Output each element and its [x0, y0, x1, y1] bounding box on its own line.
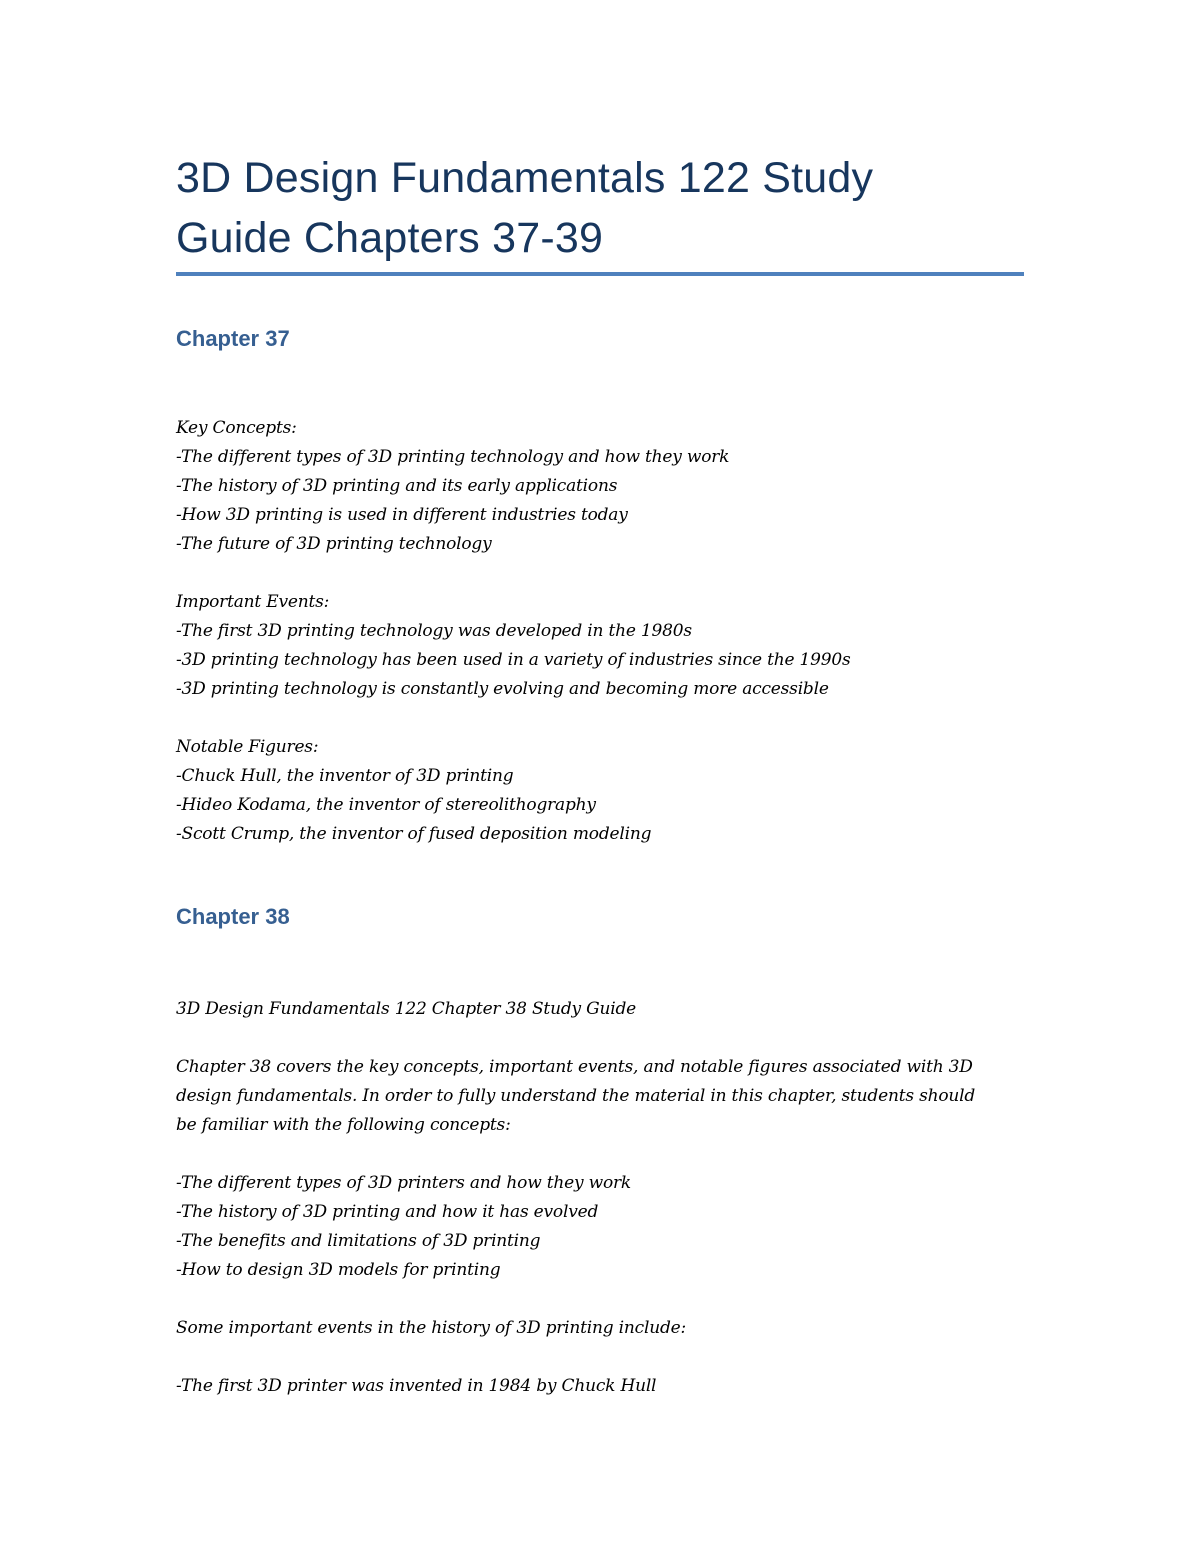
chapter-38-subtitle-block	[176, 995, 1024, 1024]
document-content	[176, 148, 1024, 1401]
document-title	[176, 148, 1024, 268]
figure-item: -Hideo Kodama, the inventor of stereolithography	[176, 795, 596, 815]
key-concept-item: -The history of 3D printing and its early applications	[176, 476, 618, 496]
intro-line: Chapter 38 covers the key concepts, important events, and notable figures associated with 3D	[176, 1057, 973, 1077]
notable-figures-label: Notable Figures:	[176, 737, 319, 757]
concept-item: -The benefits and limitations of 3D printing	[176, 1231, 541, 1251]
chapter-38-events-intro-block	[176, 1314, 1024, 1343]
chapter-38-concepts	[176, 1169, 1024, 1285]
events-intro: Some important events in the history of 3D printing include:	[176, 1318, 687, 1338]
chapter-38-intro	[176, 1053, 1024, 1140]
event-item: -3D printing technology has been used in a variety of industries since the 1990s	[176, 650, 851, 670]
concept-item: -The different types of 3D printers and how they work	[176, 1173, 632, 1193]
chapter-37-figures	[176, 733, 1024, 849]
chapter-38-events	[176, 1372, 1024, 1401]
event-item: -The first 3D printing technology was developed in the 1980s	[176, 621, 692, 641]
intro-line: be familiar with the following concepts:	[176, 1115, 511, 1135]
chapter-37-events	[176, 588, 1024, 704]
chapter-38-subtitle: 3D Design Fundamentals 122 Chapter 38 Study Guide	[176, 999, 637, 1019]
important-events-label: Important Events:	[176, 592, 330, 612]
figure-item: -Chuck Hull, the inventor of 3D printing	[176, 766, 514, 786]
key-concepts-label: Key Concepts:	[176, 418, 297, 438]
chapter-38-heading: Chapter 38	[176, 904, 290, 929]
key-concept-item: -The different types of 3D printing technology and how they work	[176, 447, 730, 467]
title-underline	[176, 272, 1024, 276]
concept-item: -The history of 3D printing and how it has evolved	[176, 1202, 599, 1222]
key-concept-item: -How 3D printing is used in different industries today	[176, 505, 628, 525]
event-item: -3D printing technology is constantly evolving and becoming more accessible	[176, 679, 829, 699]
chapter-37-key-concepts	[176, 414, 1024, 559]
intro-line: design fundamentals. In order to fully understand the material in this chapter, students should	[176, 1086, 976, 1106]
title-line-1: 3D Design Fundamentals 122 Study	[176, 154, 874, 202]
event-item: -The first 3D printer was invented in 1984 by Chuck Hull	[176, 1376, 657, 1396]
figure-item: -Scott Crump, the inventor of fused deposition modeling	[176, 824, 652, 844]
chapter-37-heading: Chapter 37	[176, 326, 290, 351]
title-line-2: Guide Chapters 37-39	[176, 214, 604, 262]
key-concept-item: -The future of 3D printing technology	[176, 534, 492, 554]
concept-item: -How to design 3D models for printing	[176, 1260, 501, 1280]
